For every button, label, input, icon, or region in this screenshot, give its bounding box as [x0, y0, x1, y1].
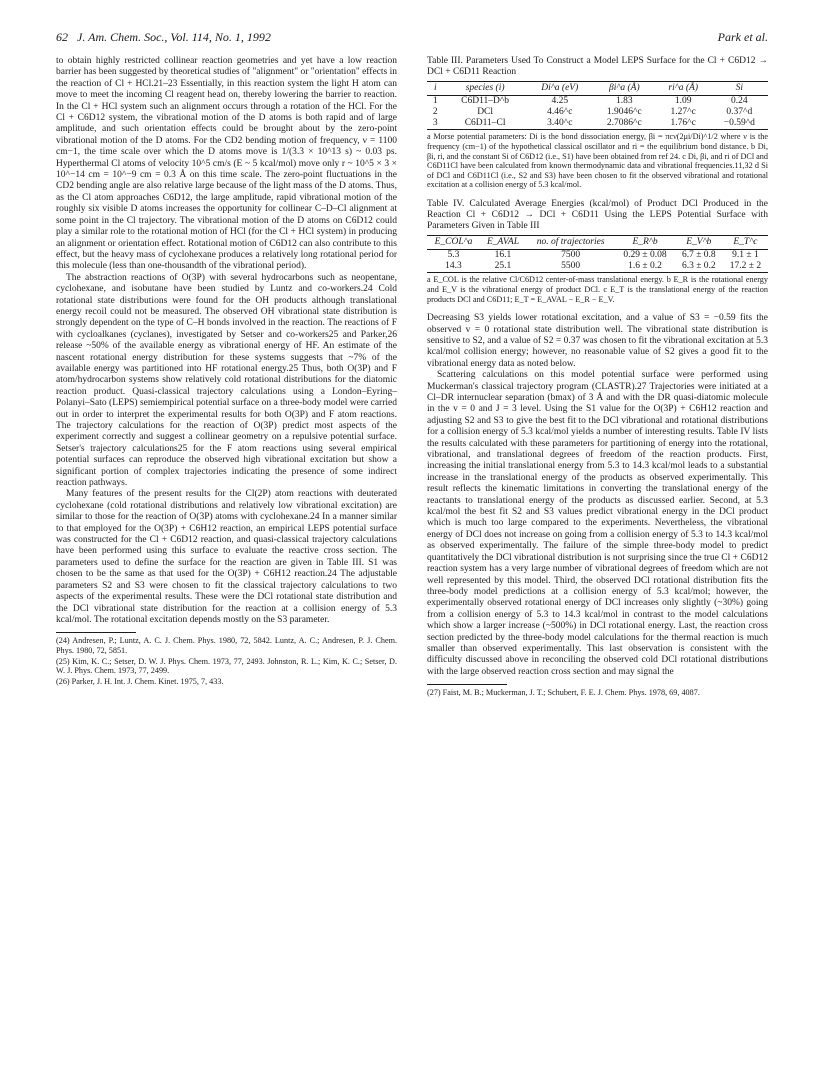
table-header: Di^a (eV)	[527, 82, 593, 96]
table-cell: 0.37^d	[726, 107, 753, 118]
table-cell: 6.7 ± 0.8	[681, 250, 716, 261]
table-cell: 1.83	[616, 96, 633, 107]
table-cell: 3	[427, 118, 444, 130]
table-cell: 5.3	[447, 250, 460, 261]
reference: (27) Faist, M. B.; Muckerman, J. T.; Schubert, F. E. J. Chem. Phys. 1978, 69, 4087.	[427, 688, 700, 698]
running-head	[56, 30, 271, 45]
table-row	[427, 250, 768, 262]
table-cell: C6D11–D^b	[461, 96, 510, 107]
table-cell: 5500	[526, 261, 615, 273]
table-cell: 1.09	[674, 96, 692, 107]
table-cell: 1.6 ± 0.2	[615, 261, 675, 273]
right-column	[427, 56, 768, 699]
table-row	[427, 96, 768, 108]
paragraph: Scattering calculations on this model potential surface were performed using Muckerman's classical trajectory program (CLASTR).27 Trajectories were initiated at a Cl–DR internuclear separation (bmax) of 3 Å and with the DR quasi-diatomic molecule in the v = 0 and J = 3 level. Using the S1 value for the O(3P) + C6H12 reaction and adjusting S2 and S3 to give the best fit to the DCl vibrational and rotational distributions for a collision energy of 5.3 kcal/mol yields a number of interesting results. Table IV lists the results calculated with these parameters for partitioning of energy into the rotational, vibrational, and translational degrees of freedom of the reaction products. First, increasing the initial translational energy from 5.3 to 14.3 kcal/mol leads to a substantial increase in the translational energy of the products as observed experimentally. This result reflects the kinematic limitations in converting the translational energy of the reactants to translational energy of the products as discussed earlier. Second, at 5.3 kcal/mol the best fit S2 and S3 values predict vibrational energy in the DCl product which is much too large compared to the experiments. Nevertheless, the vibrational energy of DCl does not increase on going from a collision energy of 5.3 to 14.3 kcal/mol as observed experimentally. The failure of the simple three-body model to predict quantitatively the DCl vibrational distribution is not surprising since the true Cl + C6D12 reaction system has a very large number of vibrational degrees of freedom which are not well represented by this model. Third, the observed DCl rotational distribution fits the three-body model predictions at a collision energy of 5.3 kcal/mol; however, the experimentally observed rotational energy of DCl increases only slightly (~30%) going from a collision energy of 5.3 to 14.3 kcal/mol in contrast to the model calculations which show a larger increase (~500%) in DCl rotational energy. Last, the reaction cross section predicted by the three-body model calculations for the thermal reaction is much smaller than observed experimentally. This last observation is consistent with the difficulty discussed above in reconciling the observed cold DCl rotational distributions with the large observed reaction cross section and may signal the	[427, 370, 768, 677]
table-row	[427, 261, 768, 273]
table-cell: 25.1	[480, 261, 526, 273]
table-4-caption: Table IV. Calculated Average Energies (kcal/mol) of Product DCl Produced in the Reaction Cl + C6D12 → DCl + C6D11 Using the LEPS Potential Surface with Parameters Given in Table III	[427, 198, 768, 231]
table-cell: 1	[432, 96, 438, 107]
table-cell: 4.46^c	[547, 107, 573, 118]
table-3-caption: Table III. Parameters Used To Construct a Model LEPS Surface for the Cl + C6D12 → DCl + C6D11 Reaction	[427, 56, 768, 77]
paragraph: Decreasing S3 yields lower rotational excitation, and a value of S3 = −0.59 fits the observed v = 0 rotational state distribution well. The vibrational state distribution is sensitive to S2, and a value of S2 = 0.37 was chosen to fit the vibrational excitation at 5.3 kcal/mol collision energy; however, no reasonable value of S2 gives a good fit to the vibrational energy data as noted below.	[427, 313, 768, 369]
table-header: ri^a (Å)	[656, 82, 711, 96]
journal-citation: J. Am. Chem. Soc., Vol. 114, No. 1, 1992	[77, 30, 271, 44]
table-header: E_V^b	[675, 235, 723, 249]
table-cell: 9.1 ± 1	[732, 250, 759, 261]
table-header: βi^a (Å)	[593, 82, 656, 96]
page-number: 62	[56, 30, 68, 44]
footnote-rule	[427, 684, 507, 685]
table-3	[427, 81, 768, 130]
table-header: Si	[711, 82, 768, 96]
table-cell: 0.24	[731, 96, 748, 107]
table-cell: 4.25	[551, 96, 569, 107]
table-cell: C6D11–Cl	[444, 118, 527, 130]
reference: (25) Kim, K. C.; Setser, D. W. J. Phys. Chem. 1973, 77, 2493. Johnston, R. L.; Kim, K. C.; Setser, D. W. J. Phys. Chem. 1973, 77, 2499.	[56, 656, 397, 676]
table-cell: 3.40^c	[527, 118, 593, 130]
table-cell: 17.2 ± 2	[723, 261, 768, 273]
table-cell: 14.3	[427, 261, 480, 273]
reference: (26) Parker, J. H. Int. J. Chem. Kinet. 1975, 7, 433.	[56, 676, 224, 686]
table-header: i	[427, 82, 444, 96]
table-cell: 7500	[561, 250, 581, 261]
footnote-rule	[56, 632, 136, 633]
table-cell: 6.3 ± 0.2	[675, 261, 723, 273]
table-cell: 16.1	[494, 250, 512, 261]
table-cell: 0.29 ± 0.08	[623, 250, 667, 261]
table-cell: 2.7086^c	[593, 118, 656, 130]
paragraph: to obtain highly restricted collinear reaction geometries and yet have a low reaction barrier has been suggested by theoretical studies of "alignment" or "orientation" effects in the reaction of Cl + HCl.21–23 Essentially, in this reaction system the light H atom can move to meet the incoming Cl reagent head on, thereby lowering the barrier to reaction. In the Cl + HCl system such an alignment occurs through a rotation of the HCl. For the Cl + C6D12 system, the vibrational motion of the D atoms is both rapid and of large amplitude, and such orientation effects could be brought about by the zero-point vibrational motion of the D atoms. For the CD2 bending motion of frequency, ν = 1100 cm−1, the time scale over which the D atoms move is 1/(3.3 × 10^13 s) ~ 0.03 ps. Hyperthermal Cl atoms of velocity 10^5 cm/s (E ~ 5 kcal/mol) move only r ~ 10^5 × 3 × 10^−14 cm = 10^−9 cm = 0.3 Å on this time scale. The zero-point fluctuations in the CD2 bending angle are also relative large because of the light mass of the D atoms. Thus, as the Cl atom approaches C6D12, the large amplitude, rapid vibrational motion of the roughly six visible D atoms increases the opportunity for collinear C–D–Cl alignment at some point in the Cl trajectory. The vibrational motion of the D atoms on C6D12 could play a similar role to the rotational motion of HCl (for the Cl + HCl system) in producing an alignment or orientation effect. Rotational motion of C6D12 can also contribute to this effect, but the heavy mass of cyclohexane produces a relatively long rotational period for this molecule (less than one-thousandth of the vibrational period).	[56, 56, 397, 272]
table-header: E_R^b	[615, 235, 675, 249]
table-cell: 2	[432, 107, 438, 118]
table-row	[427, 107, 768, 118]
paragraph: Many features of the present results for the Cl(2P) atom reactions with deuterated cyclohexane (cold rotational distributions and relatively low vibrational excitation) are similar to those for the reaction of O(3P) atoms with cyclohexane.24 In a manner similar to that employed for the O(3P) + C6H12 reaction, an empirical LEPS potential surface was constructed for the Cl + C6D12 reaction, and quasi-classical trajectory calculations have been performed using this surface to evaluate the reactive cross section. The parameters used to define the surface for the reaction are given in Table III. S1 was chosen to be the same as that used for the O(3P) + C6H12 reaction.24 The adjustable parameters S2 and S3 were chosen to fit the classical trajectory calculations to two aspects of the experimental results. These were the DCl rotational state distribution and the DCl vibrational state distribution for the reaction at a collision energy of 5.3 kcal/mol. The rotational excitation depends mostly on the S3 parameter.	[56, 489, 397, 625]
table-4	[427, 235, 768, 273]
table-header: E_T^c	[723, 235, 768, 249]
table-cell: 1.9046^c	[606, 107, 642, 118]
paragraph: The abstraction reactions of O(3P) with several hydrocarbons such as neopentane, cyclohexane, and isobutane have been studied by Luntz and co-workers.24 Cold rotational state distributions were found for the OH products although translational energy recoil could not be measured. The observed OH vibrational state distribution is strongly dependent on the type of C–H bonds involved in the reaction. The reactions of F with cycloalkanes (cyclanes), investigated by Setser and co-workers25 and Parker,26 release ~50% of the available energy as vibrational energy of HF. An estimate of the nascent rotational energy distribution for these systems suggests that ~7% of the available energy was partitioned into HF rotational energy.25 Thus, both O(3P) and F atom/hydrocarbon systems show relatively cold rotational distributions for the diatomic reaction product. Quasi-classical trajectory calculations using a London–Eyring–Polanyi–Sato (LEPS) semiempirical potential surface on a three-body model were carried out in order to interpret the experimental results for both O(3P) and F atom reactions. The trajectory calculations for the reaction of O(3P) predict most aspects of the experiment correctly and suggest a collinear geometry on a repulsive potential surface. Setser's trajectory calculations25 for the F atom reactions using several empirical potential surfaces can reproduce the observed high vibrational excitation but show a significant portion of complex trajectories indicating the presence of some indirect reaction pathways.	[56, 272, 397, 489]
running-author: Park et al.	[717, 30, 768, 44]
table-header: E_COL^a	[427, 235, 480, 249]
left-column	[56, 56, 397, 687]
table-header: no. of trajectories	[526, 235, 615, 249]
table-header: E_AVAL	[480, 235, 526, 249]
references	[56, 636, 397, 686]
table-cell: DCl	[477, 107, 494, 118]
table-4-footnote: a E_COL is the relative Cl/C6D12 center-of-mass translational energy. b E_R is the rotational energy and E_V is the vibrational energy of product DCl. c E_T is the translational energy of the reaction products DCl and C6D11; E_T = E_AVAL − E_R − E_V.	[427, 275, 768, 304]
table-cell: −0.59^d	[711, 118, 768, 130]
reference: (24) Andresen, P.; Luntz, A. C. J. Chem. Phys. 1980, 72, 5842. Luntz, A. C.; Andresen, P. J. Chem. Phys. 1980, 72, 5851.	[56, 636, 397, 655]
table-header: species (i)	[444, 82, 527, 96]
references	[427, 688, 768, 698]
table-cell: 1.27^c	[670, 107, 696, 118]
table-cell: 1.76^c	[656, 118, 711, 130]
table-3-footnote: a Morse potential parameters: Di is the bond dissociation energy, βi = πcν(2μi/Di)^1/2 where ν is the frequency (cm−1) of the hypothetical classical oscillator and ri = the equilibrium bond distance. b Di, βi, ri, and the constant Si of C6D12 (i.e., S1) have been obtained from ref 24. c Di, βi, and ri of DCl and C6D11Cl have been calculated from known thermodynamic data and vibrational frequencies.11,32 d Si of DCl and C6D11Cl (i.e., S2 and S3) have been chosen to fit the observed vibrational and rotational excitation at a collision energy of 5.3 kcal/mol.	[427, 132, 768, 190]
table-row	[427, 118, 768, 130]
